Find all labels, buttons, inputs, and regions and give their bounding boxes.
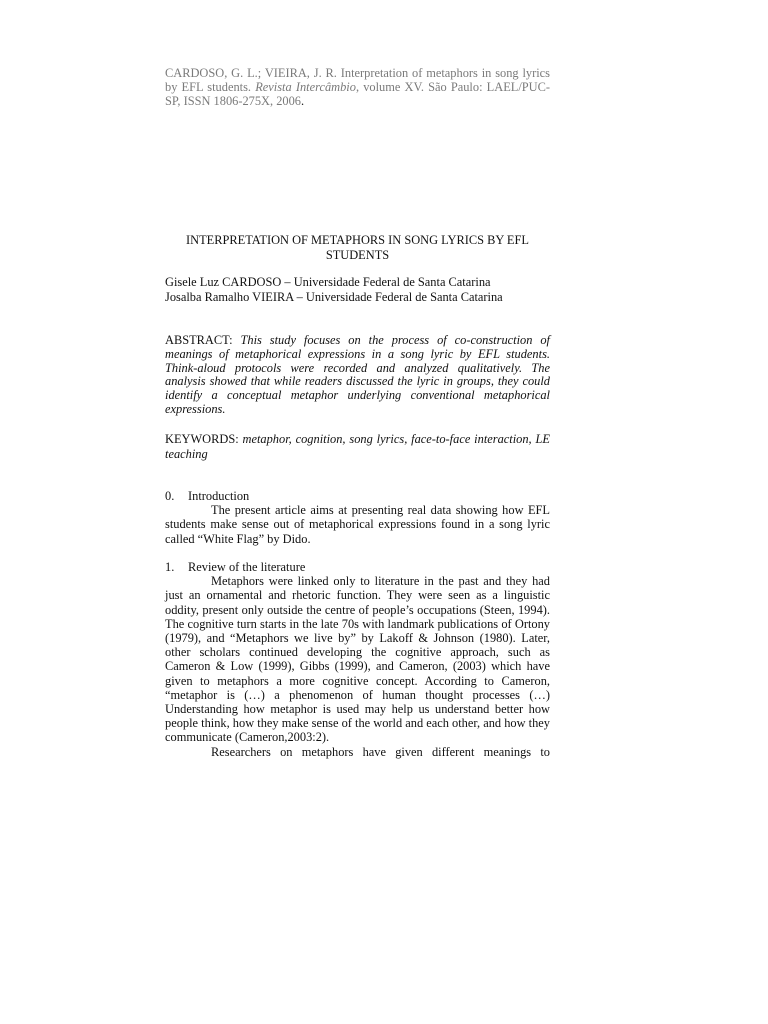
section-number: 1. xyxy=(165,560,175,574)
section-number: 0. xyxy=(165,489,175,503)
paragraph: Researchers on metaphors have given different meanings to xyxy=(211,744,550,759)
abstract-label: ABSTRACT: xyxy=(165,333,241,347)
section-review-of-literature xyxy=(165,560,550,759)
author-list xyxy=(165,275,550,305)
section-introduction xyxy=(165,489,550,546)
citation-details: , volume XV. São Paulo: LAEL/PUC-SP, ISSN 1806-275X, 2006 xyxy=(165,80,551,108)
citation-header xyxy=(165,66,550,108)
section-title: Introduction xyxy=(188,489,250,503)
author-line: Josalba Ramalho VIEIRA – Universidade Federal de Santa Catarina xyxy=(165,290,503,304)
keywords-text: metaphor, cognition, song lyrics, face-to-face interaction, LE teaching xyxy=(165,432,550,461)
author-line: Gisele Luz CARDOSO – Universidade Federal de Santa Catarina xyxy=(165,275,491,289)
abstract-text: This study focuses on the process of co-construction of meanings of metaphorical expressions in a song lyric by EFL students. Think-aloud protocols were recorded and analyzed qualitatively. The analysis showed that while readers discussed the lyric in groups, they could identify a conceptual metaphor underlying conventional metaphorical expressions. xyxy=(165,333,550,416)
paragraph: Metaphors were linked only to literature in the past and they had just an ornamental and rhetoric function. They were seen as a linguistic oddity, present only outside the centre of people’s occupations (Steen, 1994). The cognitive turn starts in the late 70s with landmark publications of Ortony (1979), and “Metaphors we live by” by Lakoff & Johnson (1980). Later, other scholars continued developing the cognitive approach, such as Cameron & Low (1999), Gibbs (1999), and Cameron, (2003) which have given to metaphors a more cognitive concept. According to Cameron, “metaphor is (…) a phenomenon of human thought processes (…) Understanding how metaphor is used may help us understand better how people think, how they make sense of the world and each other, and how they communicate (Cameron,2003:2). xyxy=(165,574,550,745)
abstract xyxy=(165,334,550,417)
section-heading xyxy=(165,489,550,503)
keywords-label: KEYWORDS: xyxy=(165,432,243,446)
paragraph: The present article aims at presenting real data showing how EFL students make sense out of metaphorical expressions found in a song lyric called “White Flag” by Dido. xyxy=(165,503,550,546)
document-page xyxy=(165,0,550,1024)
keywords xyxy=(165,432,550,462)
citation-authors: CARDOSO, G. L.; VIEIRA, J. R. Interpretation of metaphors in song lyrics by EFL students. xyxy=(165,66,550,94)
section-title: Review of the literature xyxy=(188,560,306,574)
citation-journal: Revista Intercâmbio xyxy=(255,80,356,94)
citation-end: . xyxy=(300,94,305,108)
paper-title: INTERPRETATION OF METAPHORS IN SONG LYRICS BY EFL STUDENTS xyxy=(186,233,529,262)
section-heading xyxy=(165,560,550,574)
